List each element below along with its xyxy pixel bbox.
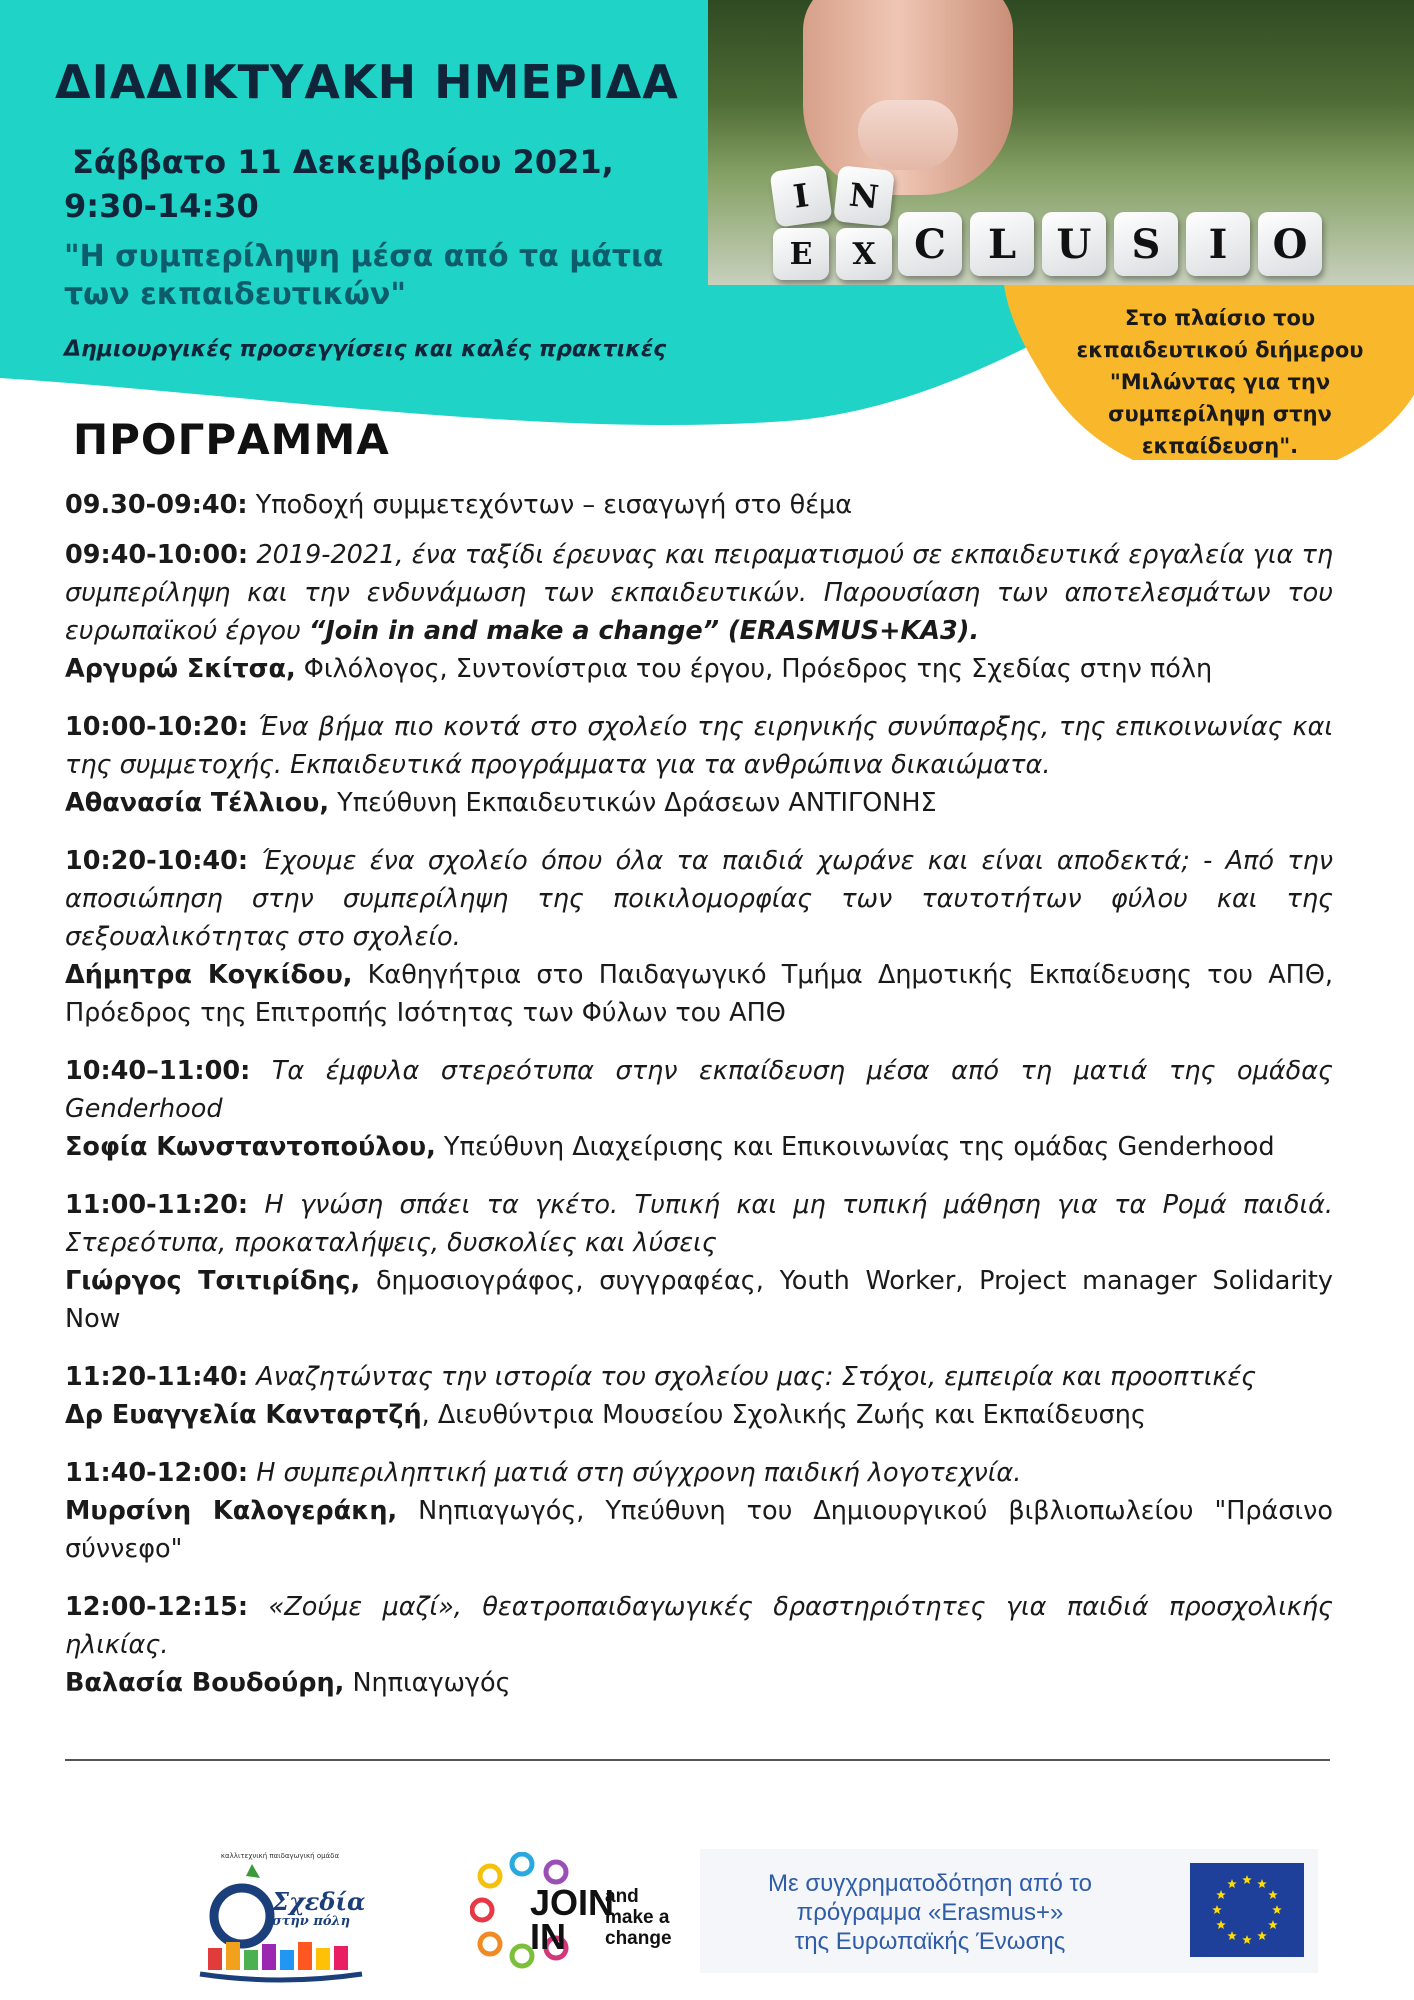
erasmus-cofunding-banner [700, 1849, 1318, 1973]
programme-item [65, 536, 1333, 688]
item-description: «Ζούμε μαζί», θεατροπαιδαγωγικές δραστηριότητες για παιδιά προσχολικής ηλικίας. [65, 1592, 1333, 1660]
programme-item [65, 842, 1333, 1032]
speaker-role: δημοσιογράφος, συγγραφέας, Youth Worker, Project manager Solidarity Now [65, 1266, 1333, 1334]
badge-line: εκπαιδευτικού διήμερου [1076, 338, 1364, 362]
cofunding-line3: της Ευρωπαϊκής Ένωσης [794, 1928, 1066, 1955]
speaker-name: Σοφία Κωνσταντοπούλου, [65, 1132, 436, 1162]
change-word: change [605, 1928, 672, 1949]
item-description: Αναζητώντας την ιστορία του σχολείου μας: Στόχοι, εμπειρία και προοπτικές [256, 1362, 1257, 1392]
die-bottom-5: U [1042, 212, 1106, 276]
cofunding-line1: Με συγχρηματοδότηση από το [767, 1870, 1093, 1897]
speaker-role: Φιλόλογος, Συντονίστρια του έργου, Πρόεδρος της Σχεδίας στην πόλη [295, 654, 1213, 684]
make-a-change-wordmark [605, 1886, 672, 1949]
schedia-houses [208, 1942, 348, 1970]
item-project-title: “Join in and make a change” (ERASMUS+KA3). [308, 616, 980, 646]
make-a-word: make a [605, 1907, 670, 1928]
programme-item [65, 486, 1333, 524]
schedia-logo-name [272, 1887, 366, 1929]
speaker-name: Βαλασία Βουδούρη, [65, 1668, 345, 1698]
speaker-role: Υπεύθυνη Διαχείρισης και Επικοινωνίας της ομάδας Genderhood [435, 1132, 1275, 1162]
and-word: and [605, 1886, 639, 1907]
die-bottom-7: I [1186, 212, 1250, 276]
event-topic [64, 238, 704, 314]
event-topic-line2: των εκπαιδευτικών" [64, 277, 406, 312]
die-top-2: N [833, 165, 895, 227]
footer-divider [65, 1759, 1330, 1761]
programme-item [65, 1454, 1333, 1568]
badge-line: Στο πλαίσιο του [1124, 306, 1316, 330]
speaker-name: Δήμητρα Κογκίδου, [65, 960, 353, 990]
speaker-name: Αργυρώ Σκίτσα, [65, 654, 296, 684]
die-bottom-4: L [970, 212, 1034, 276]
item-description: Η συμπεριληπτική ματιά στη σύγχρονη παιδική λογοτεχνία. [256, 1458, 1022, 1488]
item-description: Υποδοχή συμμετεχόντων – εισαγωγή στο θέμα [255, 490, 853, 520]
programme-list [65, 486, 1333, 1722]
item-time: 11:00-11:20: [65, 1190, 249, 1220]
item-description: Ένα βήμα πιο κοντά στο σχολείο της ειρηνικής συνύπαρξης, της επικοινωνίας και της συμμετοχής. Εκπαιδευτικά προγράμματα για τα ανθρώπινα δικαιώματα. [65, 712, 1334, 780]
schedia-logo [190, 1852, 370, 1984]
item-time: 09.30-09:40: [65, 490, 248, 520]
speaker-name: Μυρσίνη Καλογεράκη, [65, 1496, 398, 1526]
die-top-1: I [769, 164, 832, 227]
item-description: Τα έμφυλα στερεότυπα στην εκπαίδευση μέσα από τη ματιά της ομάδας Genderhood [65, 1056, 1333, 1124]
item-description: Έχουμε ένα σχολείο όπου όλα τα παιδιά χωράνε και είναι αποδεκτά; - Από την αποσιώπηση στην συμπερίληψη της ποικιλομορφίας των ταυτοτήτων φύλου και της σεξουαλικότητας στο σχολείο. [65, 846, 1334, 952]
programme-item [65, 1186, 1333, 1338]
item-time: 11:20-11:40: [65, 1362, 249, 1392]
speaker-name: Δρ Ευαγγελία Κανταρτζή [65, 1400, 422, 1430]
badge-line: "Μιλώντας για την [1109, 370, 1331, 394]
event-date-day: Σάββατο 11 Δεκεμβρίου 2021, [72, 143, 614, 181]
die-bottom-3: C [898, 212, 962, 276]
event-topic-line1: "Η συμπερίληψη μέσα από τα μάτια [64, 239, 664, 274]
inclusion-dice-photo [708, 0, 1414, 285]
cofunding-line2: πρόγραμμα «Erasmus+» [796, 1899, 1064, 1926]
programme-item [65, 1358, 1333, 1434]
badge-line: εκπαίδευση". [1141, 434, 1299, 458]
join-in-wordmark [530, 1882, 615, 1957]
speaker-role: Καθηγήτρια στο Παιδαγωγικό Τμήμα Δημοτικής Εκπαίδευσης του ΑΠΘ, Πρόεδρος της Επιτροπής Ισότητας των Φύλων του ΑΠΘ [65, 960, 1333, 1028]
item-time: 10:00-10:20: [65, 712, 249, 742]
item-description: 2019-2021, ένα ταξίδι έρευνας και πειραματισμού σε εκπαιδευτικά εργαλεία για τη συμπερίληψη και την ενδυνάμωση των εκπαιδευτικών. Παρουσίαση των αποτελεσμάτων του ευρωπαϊκού έργου [65, 540, 1333, 646]
programme-item [65, 1588, 1333, 1702]
context-badge [1050, 302, 1390, 462]
schedia-logo-name-line2: στην πόλη [272, 1914, 351, 1929]
programme-item [65, 708, 1333, 822]
speaker-role: , Διευθύντρια Μουσείου Σχολικής Ζωής και Εκπαίδευσης [421, 1400, 1146, 1430]
event-subtitle: Δημιουργικές προσεγγίσεις και καλές πρακτικές [64, 337, 667, 362]
event-date [64, 140, 614, 228]
event-title: ΔΙΑΔΙΚΤΥΑΚΗ ΗΜΕΡΙΔΑ [55, 55, 679, 109]
programme-item [65, 1052, 1333, 1166]
speaker-name: Αθανασία Τέλλιου, [65, 788, 330, 818]
item-time: 10:40–11:00: [65, 1056, 251, 1086]
badge-line: συμπερίληψη στην [1108, 402, 1332, 426]
die-bottom-6: S [1114, 212, 1178, 276]
item-description: Η γνώση σπάει τα γκέτο. Τυπική και μη τυπική μάθηση για τα Ρομά παιδιά. Στερεότυπα, προκαταλήψεις, δυσκολίες και λύσεις [65, 1190, 1333, 1258]
speaker-role: Υπεύθυνη Εκπαιδευτικών Δράσεων ΑΝΤΙΓΟΝΗΣ [329, 788, 937, 818]
item-time: 12:00-12:15: [65, 1592, 249, 1622]
schedia-logo-name-line1: Σχεδία [272, 1887, 366, 1916]
join-word: JOIN [530, 1882, 615, 1923]
speaker-name: Γιώργος Τσιτιρίδης, [65, 1266, 361, 1296]
cofunding-statement [740, 1869, 1120, 1956]
event-date-time: 9:30-14:30 [64, 187, 259, 225]
die-bottom-2: X [836, 228, 892, 280]
item-time: 10:20-10:40: [65, 846, 249, 876]
programme-title: ΠΡΟΓΡΑΜΜΑ [73, 415, 390, 464]
die-bottom-8: O [1258, 212, 1322, 276]
item-time: 11:40-12:00: [65, 1458, 249, 1488]
item-time: 09:40-10:00: [65, 540, 249, 570]
die-bottom-1: E [773, 228, 829, 280]
schedia-logo-caption: καλλιτεχνική παιδαγωγική ομάδα [220, 1852, 340, 1860]
eu-flag-icon [1190, 1863, 1304, 1957]
fingernail-shape [858, 100, 958, 170]
speaker-role: Νηπιαγωγός [344, 1668, 511, 1698]
in-word: IN [530, 1916, 566, 1957]
speaker-role: Νηπιαγωγός, Υπεύθυνη του Δημιουργικού βιβλιοπωλείου "Πράσινο σύννεφο" [65, 1496, 1333, 1564]
